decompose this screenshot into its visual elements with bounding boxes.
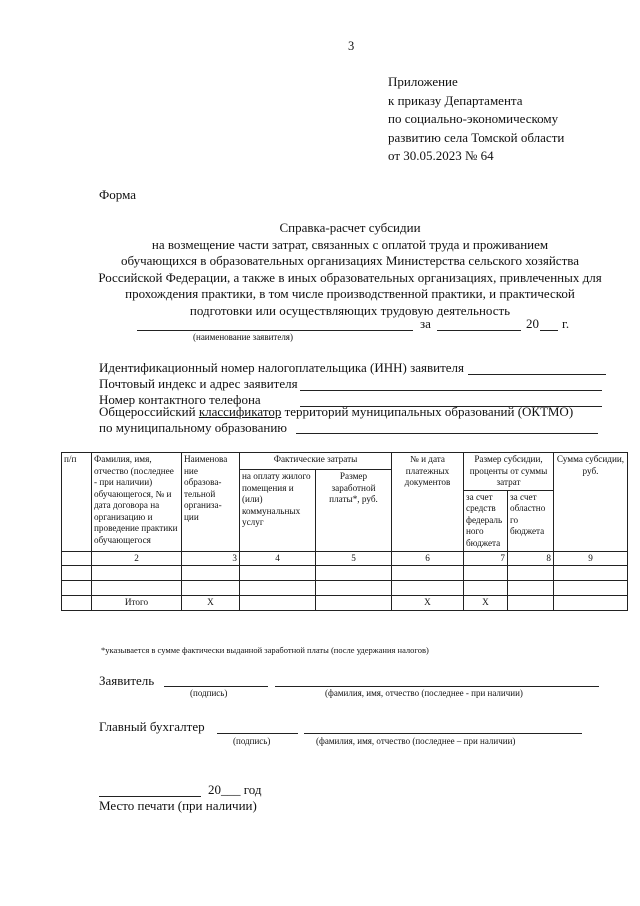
table-cell[interactable] (240, 596, 316, 611)
page-number: 3 (348, 39, 355, 53)
applicant-fio-field[interactable] (275, 686, 599, 687)
header-np: п/п (62, 453, 92, 552)
header-regional: за счет областно го бюджета (508, 490, 554, 551)
column-number: 3 (182, 551, 240, 566)
accountant-label: Главный бухгалтер (99, 719, 205, 734)
date-field[interactable] (437, 330, 521, 331)
accountant-fio-field[interactable] (304, 733, 582, 734)
column-number: 5 (316, 551, 392, 566)
appendix-line: Приложение (388, 74, 458, 89)
table-cell[interactable] (182, 566, 240, 581)
year-prefix: 20 (526, 316, 539, 331)
table-cell[interactable] (554, 596, 628, 611)
table-cell[interactable] (92, 566, 182, 581)
appendix-line: по социально-экономическому (388, 111, 559, 126)
header-fio: Фамилия, имя, отчество (последнее - при наличии) обучающегося, № и дата договора на организацию и проведение практики обучающегося (92, 453, 182, 552)
column-number: 2 (92, 551, 182, 566)
header-housing: на оплату жилого помещения и (или) коммунальных услуг (240, 470, 316, 552)
accountant-signature-caption: (подпись) (233, 736, 271, 746)
total-org-mark: X (182, 596, 240, 611)
classifier-link[interactable]: классификатор (198, 404, 282, 419)
table-cell (62, 596, 92, 611)
column-number: 7 (464, 551, 508, 566)
appendix-line: от 30.05.2023 № 64 (388, 148, 494, 163)
title-line: обучающихся в образовательных организациях Министерства сельского хозяйства (121, 253, 579, 268)
accountant-signature-field[interactable] (217, 733, 298, 734)
column-number: 4 (240, 551, 316, 566)
table-cell[interactable] (392, 581, 464, 596)
header-sum: Сумма субсидии, руб. (554, 453, 628, 552)
title-line: на возмещение части затрат, связанных с оплатой труда и проживанием (151, 236, 549, 252)
date-year: 20___ год (208, 782, 262, 797)
applicant-name-field[interactable] (137, 330, 413, 331)
oktmo-prefix: Общероссийский (99, 404, 199, 419)
phone-label: Номер контактного телефона (99, 392, 261, 407)
title-line: прохождения практики, в том числе производственной практики, и практической (125, 286, 575, 301)
title-line: Российской Федерации, а также в иных образовательных организациях, привлеченных для (98, 269, 602, 285)
table-cell[interactable] (240, 566, 316, 581)
table-cell[interactable] (508, 596, 554, 611)
inn-label: Идентификационный номер налогоплательщика (ИНН) заявителя (99, 360, 465, 375)
column-number: 8 (508, 551, 554, 566)
table-cell[interactable] (316, 596, 392, 611)
year-field[interactable] (540, 330, 558, 331)
document-title (40, 220, 640, 319)
total-row (62, 596, 628, 611)
signature-caption: (подпись) (190, 688, 228, 698)
header-org: Наименова ние образова- тельной организа- ции (182, 453, 240, 552)
form-label: Форма (99, 187, 136, 202)
total-label: Итого (92, 596, 182, 611)
fio-caption: (фамилия, имя, отчество (последнее - при наличии) (325, 688, 523, 698)
total-federal-mark: X (464, 596, 508, 611)
oktmo-label (99, 404, 573, 420)
applicant-signature-field[interactable] (164, 686, 268, 687)
table-cell[interactable] (464, 566, 508, 581)
header-subsidy-rate: Размер субсидии, проценты от суммы затрат (464, 453, 554, 491)
header-payment-docs: № и дата платежных документов (392, 453, 464, 552)
municipal-field[interactable] (296, 433, 598, 434)
accountant-fio-caption: (фамилия, имя, отчество (последнее – при наличии) (316, 736, 516, 746)
column-number: 9 (554, 551, 628, 566)
footnote: *указывается в сумме фактически выданной заработной платы (после удержания налогов) (101, 645, 429, 655)
appendix-block (388, 73, 564, 166)
postal-label: Почтовый индекс и адрес заявителя (99, 376, 298, 391)
column-number: 6 (392, 551, 464, 566)
title-line: подготовки или осуществляющих трудовую деятельность (189, 302, 511, 318)
header-federal: за счет средств федераль ного бюджета (464, 490, 508, 551)
table-cell[interactable] (464, 581, 508, 596)
table-cell[interactable] (554, 581, 628, 596)
table-row (62, 566, 628, 581)
title-line: Справка-расчет субсидии (279, 220, 421, 235)
table-cell[interactable] (240, 581, 316, 596)
inn-field[interactable] (468, 374, 606, 375)
table-cell[interactable] (92, 581, 182, 596)
table-cell[interactable] (316, 566, 392, 581)
table-row (62, 581, 628, 596)
applicant-name-caption: (наименование заявителя) (193, 332, 293, 342)
subsidy-table (61, 452, 628, 611)
oktmo-suffix: территорий муниципальных образований (ОКТМО) (281, 404, 574, 419)
header-actual-costs: Фактические затраты (240, 453, 392, 470)
year-suffix: г. (562, 316, 570, 331)
table-cell[interactable] (182, 581, 240, 596)
header-salary: Размер заработной платы*, руб. (316, 470, 392, 552)
applicant-label: Заявитель (99, 673, 155, 688)
table-cell[interactable] (316, 581, 392, 596)
date-day-month-field[interactable] (99, 796, 201, 797)
table-cell[interactable] (392, 566, 464, 581)
table-cell[interactable] (62, 581, 92, 596)
table-cell[interactable] (62, 566, 92, 581)
table-cell[interactable] (508, 581, 554, 596)
table-cell[interactable] (508, 566, 554, 581)
za-label: за (420, 316, 431, 331)
appendix-line: к приказу Департамента (388, 92, 523, 108)
column-number (62, 551, 92, 566)
total-docs-mark: X (392, 596, 464, 611)
stamp-label: Место печати (при наличии) (99, 798, 257, 813)
table-cell[interactable] (554, 566, 628, 581)
municipal-label: по муниципальному образованию (99, 420, 288, 435)
appendix-line: развитию села Томской области (388, 129, 565, 145)
postal-field[interactable] (300, 390, 602, 391)
